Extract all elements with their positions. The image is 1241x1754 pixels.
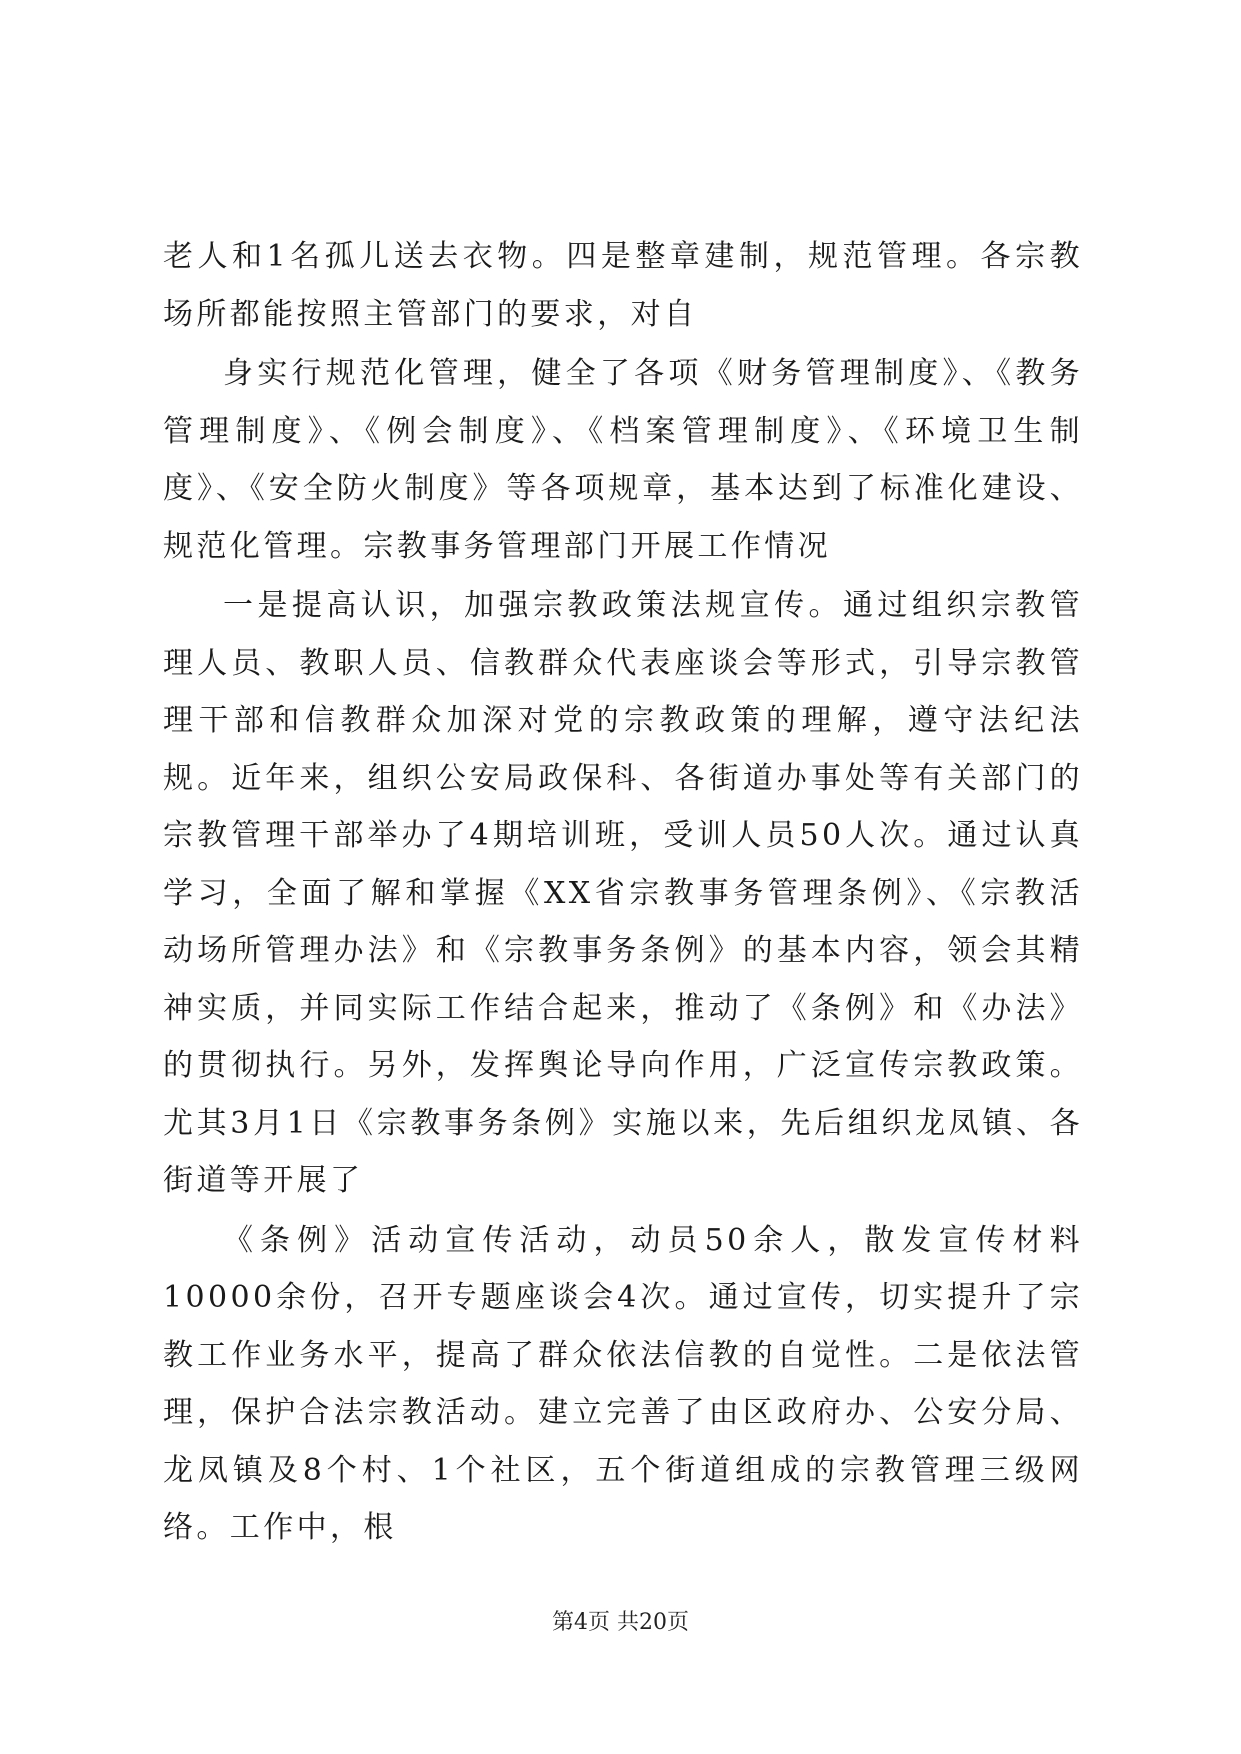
paragraph-2: 身实行规范化管理，健全了各项《财务管理制度》、《教务管理制度》、《例会制度》、《档案管理制度》、《环境卫生制度》、《安全防火制度》等各项规章，基本达到了标准化建设、规范化管理。宗教事务管理部门开展工作情况 xyxy=(163,356,1083,564)
paragraph-1: 老人和1名孤儿送去衣物。四是整章建制，规范管理。各宗教场所都能按照主管部门的要求，对自 xyxy=(163,239,1083,332)
page-number-footer: 第4页 共20页 xyxy=(552,1610,689,1635)
document-body xyxy=(163,228,1083,1559)
paragraph-3: 一是提高认识，加强宗教政策法规宣传。通过组织宗教管理人员、教职人员、信教群众代表座谈会等形式，引导宗教管理干部和信教群众加深对党的宗教政策的理解，遵守法纪法规。近年来，组织公安局政保科、各街道办事处等有关部门的宗教管理干部举办了4期培训班，受训人员50人次。通过认真学习，全面了解和掌握《XX省宗教事务管理条例》、《宗教活动场所管理办法》和《宗教事务条例》的基本内容，领会其精神实质，并同实际工作结合起来，推动了《条例》和《办法》的贯彻执行。另外，发挥舆论导向作用，广泛宣传宗教政策。尤其3月1日《宗教事务条例》实施以来，先后组织龙凤镇、各街道等开展了 xyxy=(163,588,1083,1198)
paragraph-4: 《条例》活动宣传活动，动员50余人，散发宣传材料10000余份，召开专题座谈会4次。通过宣传，切实提升了宗教工作业务水平，提高了群众依法信教的自觉性。二是依法管理，保护合法宗教活动。建立完善了由区政府办、公安分局、龙凤镇及8个村、1个社区，五个街道组成的宗教管理三级网络。工作中，根 xyxy=(163,1222,1083,1545)
